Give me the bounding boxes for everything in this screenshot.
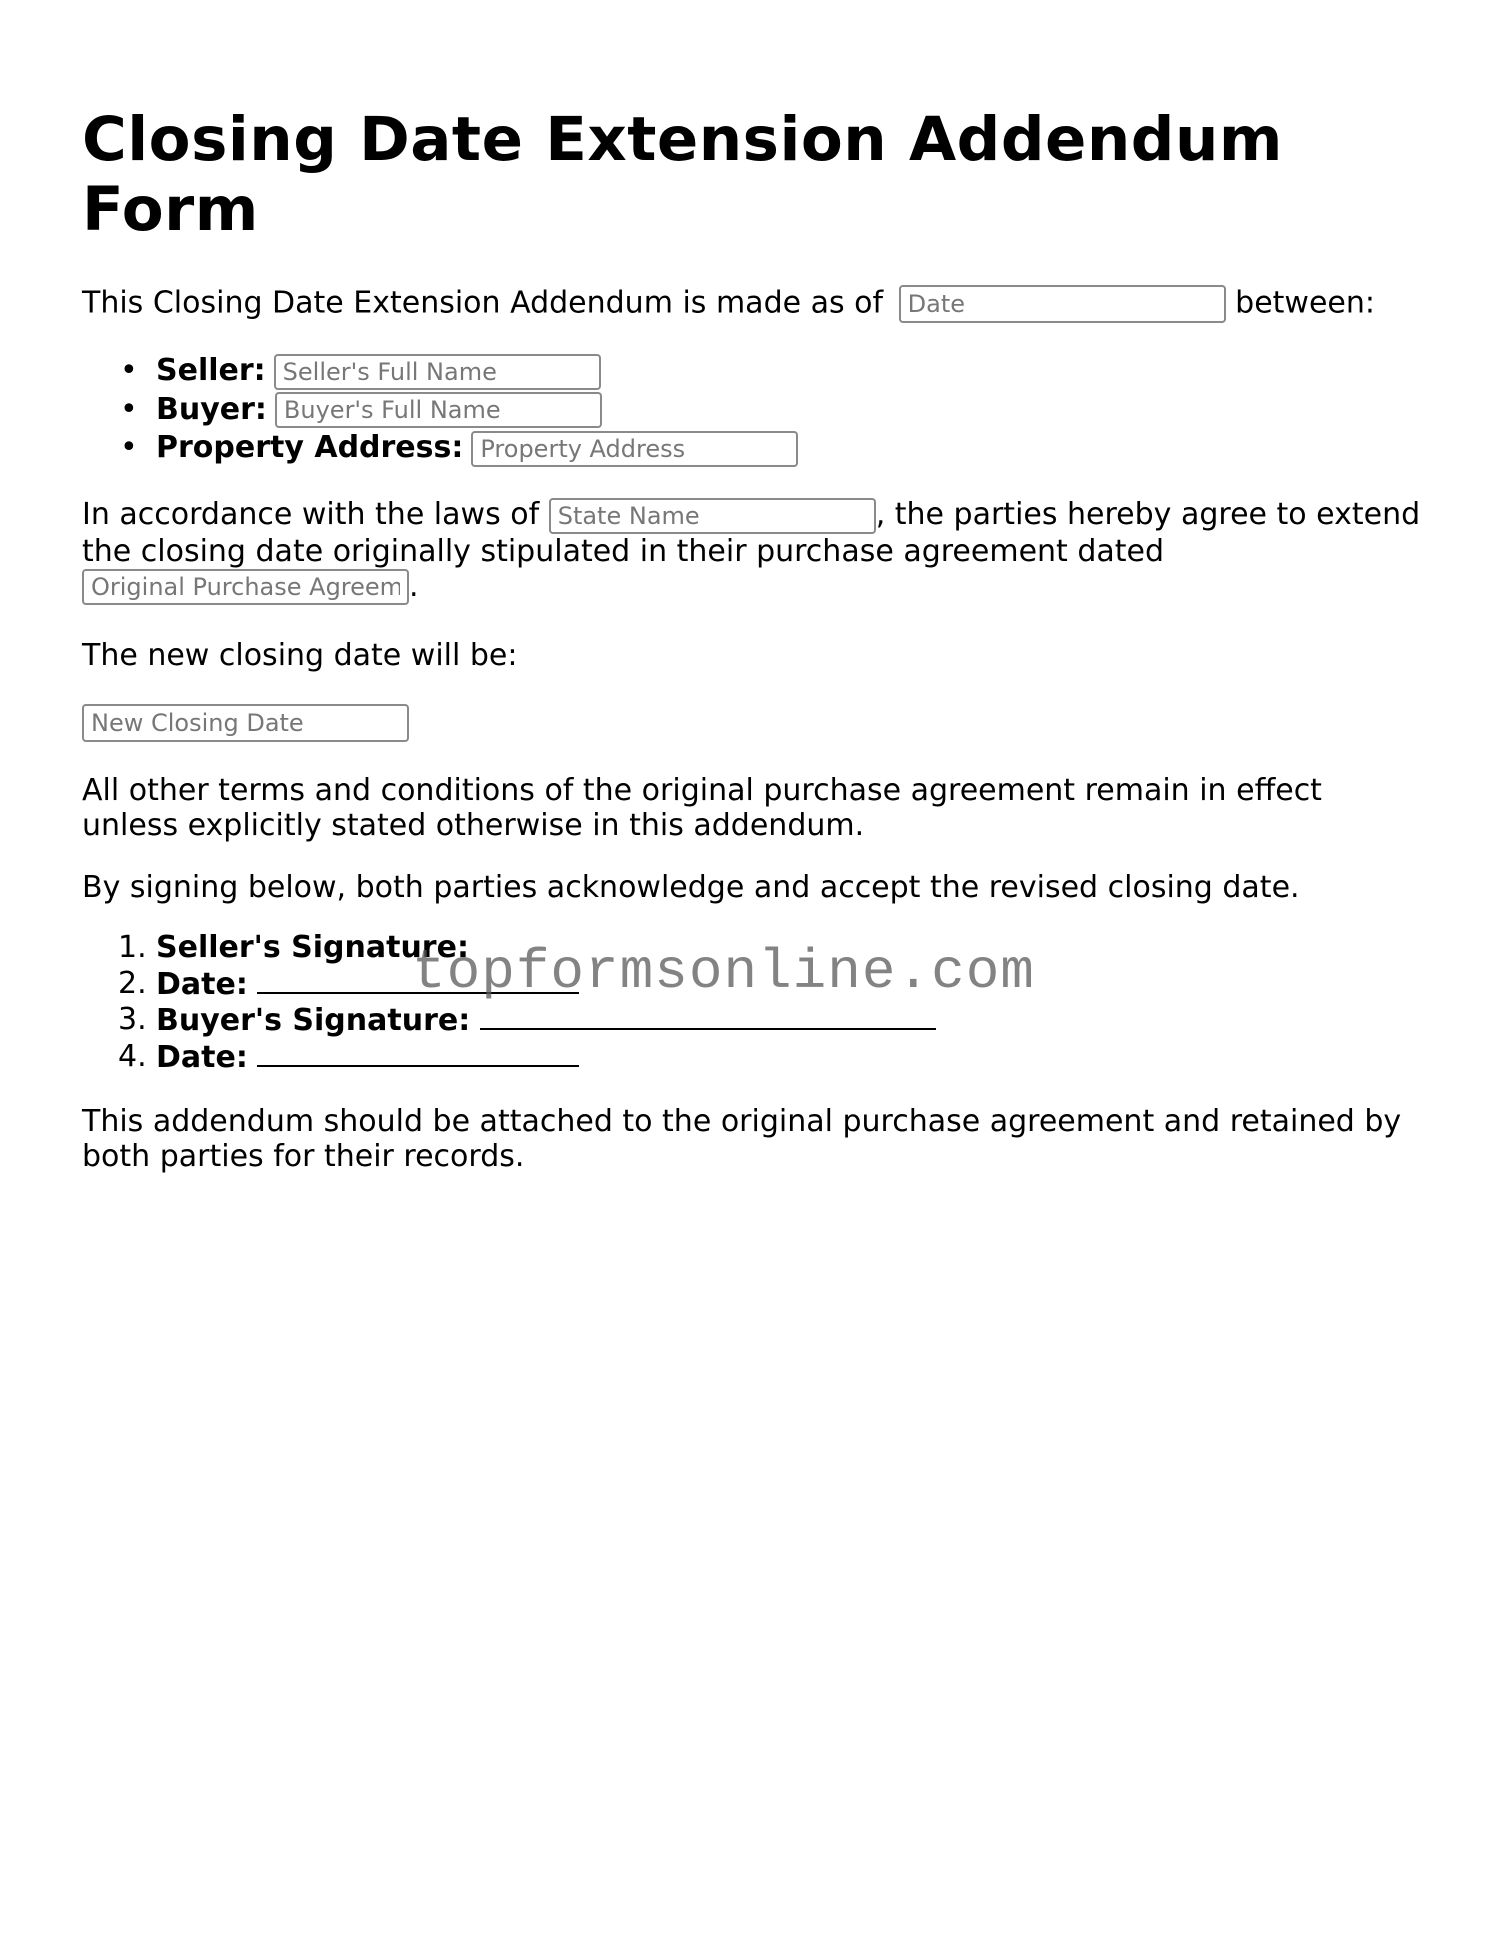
accordance-text-before: In accordance with the laws of (82, 497, 540, 532)
item-number: 1. (118, 930, 147, 965)
page-title: Closing Date Extension Addendum Form (82, 104, 1283, 245)
parties-list (82, 352, 798, 468)
original-purchase-date-input[interactable] (82, 569, 409, 605)
new-closing-field-wrap (82, 704, 409, 742)
bullet-icon: • (120, 353, 138, 388)
state-name-input[interactable] (549, 498, 876, 534)
watermark: topformsonline.com (412, 940, 1035, 1004)
bullet-icon: • (120, 430, 138, 465)
bullet-icon: • (120, 391, 138, 427)
item-number: 3. (118, 1002, 147, 1037)
seller-date-label: Date: (156, 966, 248, 1002)
accordance-text-after: , the parties hereby agree to extend the closing date originally stipulated in their purchase agreement dated (82, 497, 1421, 569)
seller-date-line[interactable] (257, 966, 579, 994)
signature-list (82, 930, 936, 1075)
accordance-end: . (409, 568, 419, 604)
new-closing-date-input[interactable] (82, 704, 409, 742)
new-closing-label: The new closing date will be: (82, 638, 518, 673)
list-item (118, 965, 936, 1003)
buyer-label: Buyer: (156, 391, 267, 427)
list-item (120, 391, 798, 430)
agreement-date-input[interactable] (899, 285, 1226, 323)
terms-paragraph: All other terms and conditions of the original purchase agreement remain in effect unless explicitly stated otherwise in this addendum. (82, 773, 1322, 843)
intro-text-after: between: (1235, 285, 1376, 321)
buyer-date-label: Date: (156, 1039, 248, 1075)
buyer-name-input[interactable] (275, 392, 602, 428)
property-address-input[interactable] (471, 431, 798, 467)
list-item (118, 1038, 936, 1076)
seller-signature-label: Seller's Signature: (156, 930, 469, 965)
item-number: 4. (118, 1038, 147, 1074)
seller-label: Seller: (156, 353, 266, 388)
buyer-signature-label: Buyer's Signature: (156, 1003, 471, 1038)
list-item (118, 930, 936, 966)
list-item (120, 429, 798, 468)
accordance-paragraph (82, 497, 1422, 605)
intro-text-before: This Closing Date Extension Addendum is made as of (82, 285, 884, 321)
buyer-date-line[interactable] (257, 1039, 579, 1067)
acknowledge-paragraph: By signing below, both parties acknowledge and accept the revised closing date. (82, 870, 1300, 905)
buyer-signature-line[interactable] (480, 1002, 936, 1030)
list-item (118, 1002, 936, 1039)
item-number: 2. (118, 965, 147, 1001)
intro-paragraph (82, 285, 1375, 323)
seller-name-input[interactable] (274, 354, 601, 390)
property-address-label: Property Address: (156, 430, 464, 465)
closing-paragraph: This addendum should be attached to the original purchase agreement and retained by both parties for their records. (82, 1104, 1402, 1174)
list-item (120, 352, 798, 391)
